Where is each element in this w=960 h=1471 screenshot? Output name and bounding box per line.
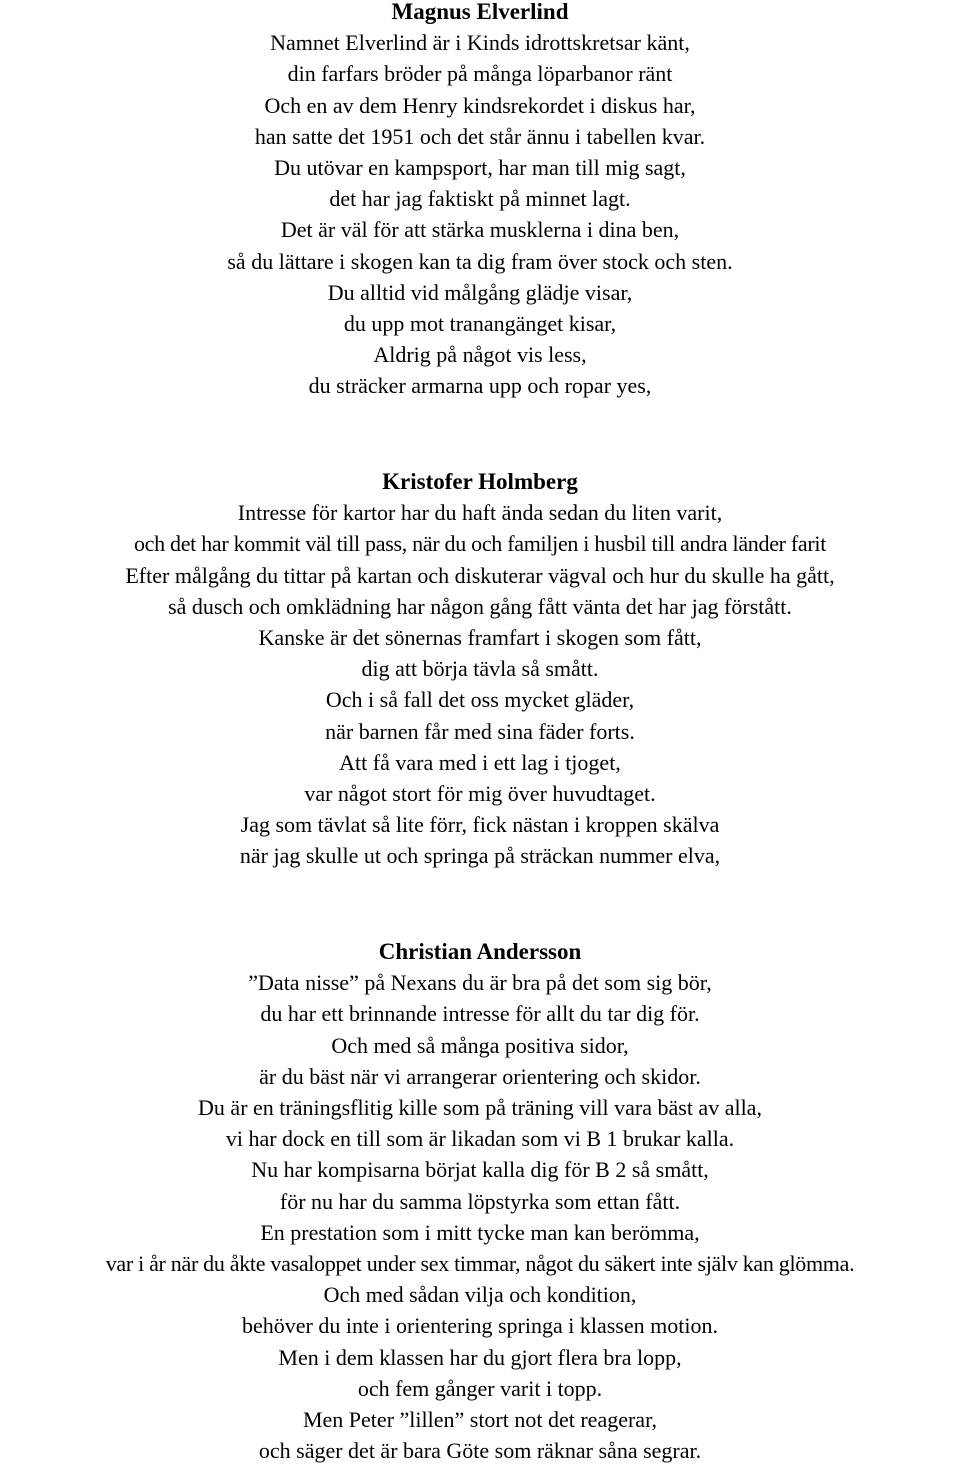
- poem-magnus-elverlind: [0, 0, 960, 402]
- poem-title: Magnus Elverlind: [391, 0, 569, 24]
- poem-line: Intresse för kartor har du haft ända sedan du liten varit,: [237, 500, 723, 526]
- poem-line: för nu har du samma löpstyrka som ettan fått.: [279, 1188, 681, 1214]
- poem-line: ”Data nisse” på Nexans du är bra på det som sig bör,: [248, 970, 712, 996]
- poem-line: Du är en träningsflitig kille som på träning vill vara bäst av alla,: [198, 1095, 762, 1121]
- poem-line: Och med sådan vilja och kondition,: [323, 1282, 637, 1308]
- poem-line: Jag som tävlat så lite förr, fick nästan i kroppen skälva: [240, 812, 720, 838]
- poem-line: Du utövar en kampsport, har man till mig sagt,: [274, 155, 686, 181]
- poem-line: En prestation som i mitt tycke man kan berömma,: [260, 1219, 700, 1245]
- poem-line: och fem gånger varit i topp.: [357, 1375, 603, 1401]
- poem-line: Att få vara med i ett lag i tjoget,: [339, 749, 621, 775]
- poem-line: din farfars bröder på många löparbanor ränt: [287, 61, 673, 87]
- poem-christian-andersson: [0, 936, 960, 1466]
- poem-line: Men Peter ”lillen” stort not det reagerar,: [302, 1407, 658, 1433]
- poem-line: det har jag faktiskt på minnet lagt.: [329, 186, 631, 212]
- poem-line: Du alltid vid målgång glädje visar,: [327, 279, 633, 305]
- poem-line: Och i så fall det oss mycket gläder,: [325, 687, 635, 713]
- poem-line: vi har dock en till som är likadan som vi B 1 brukar kalla.: [225, 1126, 735, 1152]
- poem-line: Kanske är det sönernas framfart i skogen som fått,: [258, 625, 702, 651]
- poem-line: Det är väl för att stärka musklerna i dina ben,: [280, 217, 680, 243]
- poem-title: Kristofer Holmberg: [382, 469, 578, 494]
- poem-line: Namnet Elverlind är i Kinds idrottskretsar känt,: [270, 30, 690, 56]
- poem-line: så dusch och omklädning har någon gång fått vänta det har jag förstått.: [168, 593, 792, 619]
- poem-line: är du bäst när vi arrangerar orientering och skidor.: [259, 1063, 701, 1089]
- poem-line: Nu har kompisarna börjat kalla dig för B 2 så smått,: [251, 1157, 709, 1183]
- poem-line: och säger det är bara Göte som räknar såna segrar.: [258, 1438, 702, 1464]
- poem-line: Efter målgång du tittar på kartan och diskuterar vägval och hur du skulle ha gått,: [125, 562, 835, 588]
- poem-line: du sträcker armarna upp och ropar yes,: [308, 373, 652, 399]
- poem-line: när barnen får med sina fäder forts.: [325, 718, 635, 744]
- poem-line: du upp mot tranangänget kisar,: [343, 311, 617, 337]
- poem-line: du har ett brinnande intresse för allt du tar dig för.: [260, 1001, 700, 1027]
- poem-line: Aldrig på något vis less,: [373, 342, 587, 368]
- poem-line: var i år när du åkte vasaloppet under sex timmar, något du säkert inte själv kan glömma.: [105, 1251, 855, 1277]
- poem-line: var något stort för mig över huvudtaget.: [304, 781, 656, 807]
- poem-line: dig att börja tävla så smått.: [361, 656, 599, 682]
- poem-line: han satte det 1951 och det står ännu i tabellen kvar.: [254, 123, 706, 149]
- poem-line: Men i dem klassen har du gjort flera bra lopp,: [278, 1344, 682, 1370]
- poem-line: Och med så många positiva sidor,: [331, 1032, 629, 1058]
- poem-line: så du lättare i skogen kan ta dig fram över stock och sten.: [227, 248, 733, 274]
- poem-line: behöver du inte i orientering springa i klassen motion.: [242, 1313, 718, 1339]
- poem-line: Och en av dem Henry kindsrekordet i diskus har,: [264, 92, 696, 118]
- poem-kristofer-holmberg: [0, 466, 960, 872]
- poem-line: och det har kommit väl till pass, när du och familjen i husbil till andra länder farit: [133, 531, 827, 557]
- poem-title: Christian Andersson: [378, 939, 582, 964]
- poem-line: när jag skulle ut och springa på sträckan nummer elva,: [239, 843, 721, 869]
